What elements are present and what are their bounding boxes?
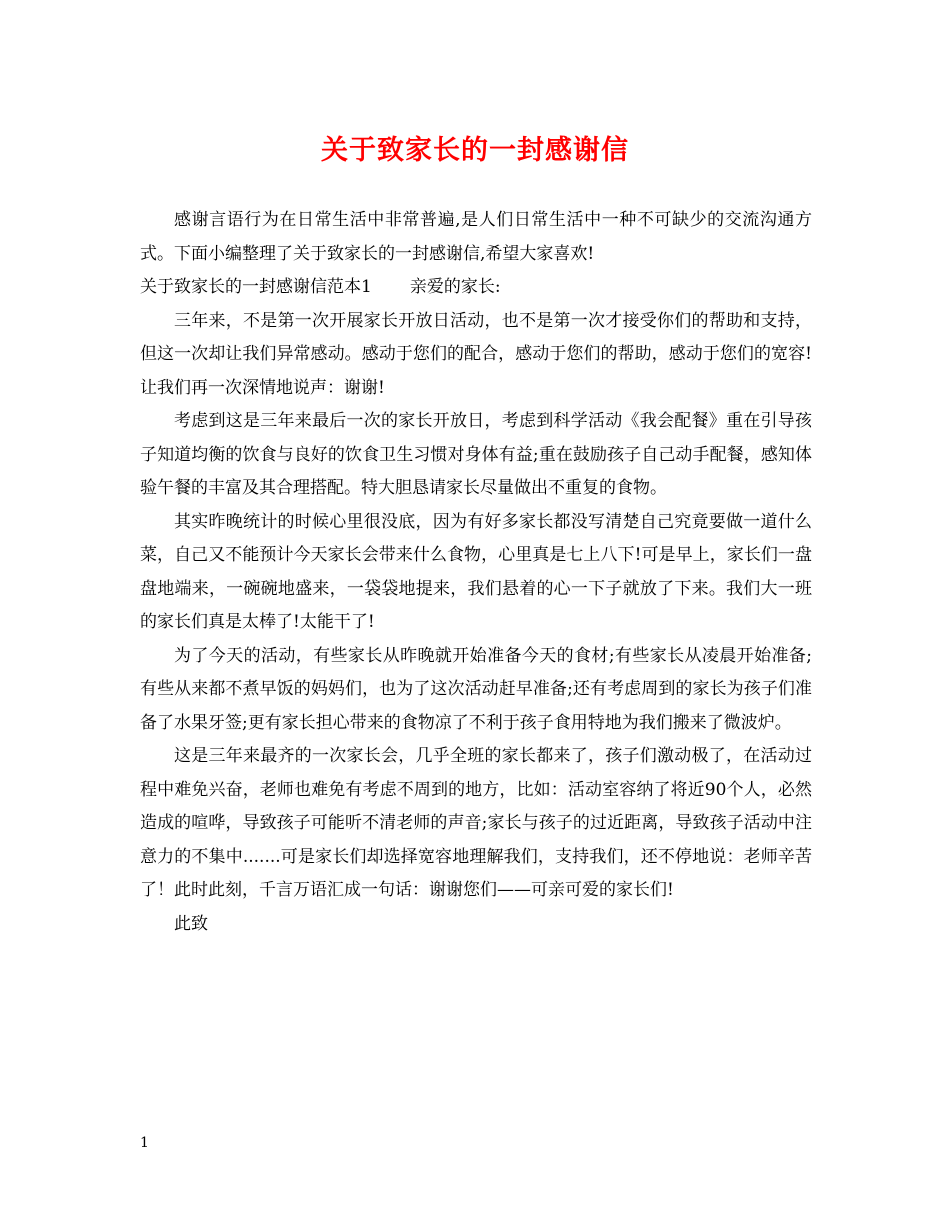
body-paragraph: 考虑到这是三年来最后一次的家长开放日，考虑到科学活动《我会配餐》重在引导孩子知道均衡的饮食与良好的饮食卫生习惯对身体有益;重在鼓励孩子自己动手配餐，感知体验午餐的丰富及其合理搭配。特大胆恳请家长尽量做出不重复的食物。 [140,411,812,498]
document-title: 关于致家长的一封感谢信 [321,135,629,166]
closing-line: 此致 [174,913,208,934]
document-body [140,204,812,941]
intro-paragraph: 感谢言语行为在日常生活中非常普遍,是人们日常生活中一种不可缺少的交流沟通方式。下面小编整理了关于致家长的一封感谢信,希望大家喜欢! [140,210,812,264]
sample-heading-line [140,271,812,305]
sample-heading: 关于致家长的一封感谢信范本1 [140,277,372,297]
body-paragraph: 其实昨晚统计的时候心里很没底，因为有好多家长都没写清楚自己究竟要做一道什么菜，自己又不能预计今天家长会带来什么食物，心里真是七上八下!可是早上，家长们一盘盘地端来，一碗碗地盛来，一袋袋地提来，我们悬着的心一下子就放了下来。我们大一班的家长们真是太棒了!太能干了! [140,511,812,632]
salutation: 亲爱的家长: [409,277,501,297]
body-paragraph: 这是三年来最齐的一次家长会，几乎全班的家长都来了，孩子们激动极了，在活动过程中难免兴奋，老师也难免有考虑不周到的地方，比如：活动室容纳了将近90个人，必然造成的喧哗，导致孩子可能听不清老师的声音;家长与孩子的过近距离，导致孩子活动中注意力的不集中.......可是家长们却选择宽容地理解我们，支持我们，还不停地说：老师辛苦了！此时此刻，千言万语汇成一句话：谢谢您们——可亲可爱的家长们! [140,746,812,900]
body-paragraph: 三年来，不是第一次开展家长开放日活动，也不是第一次才接受你们的帮助和支持，但这一次却让我们异常感动。感动于您们的配合，感动于您们的帮助，感动于您们的宽容!让我们再一次深情地说声：谢谢! [140,310,812,398]
page-number: 1 [140,1135,149,1151]
body-paragraph: 为了今天的活动，有些家长从昨晚就开始准备今天的食材;有些家长从凌晨开始准备;有些从来都不煮早饭的妈妈们，也为了这次活动赶早准备;还有考虑周到的家长为孩子们准备了水果牙签;更有家长担心带来的食物凉了不利于孩子食用特地为我们搬来了微波炉。 [140,645,812,733]
